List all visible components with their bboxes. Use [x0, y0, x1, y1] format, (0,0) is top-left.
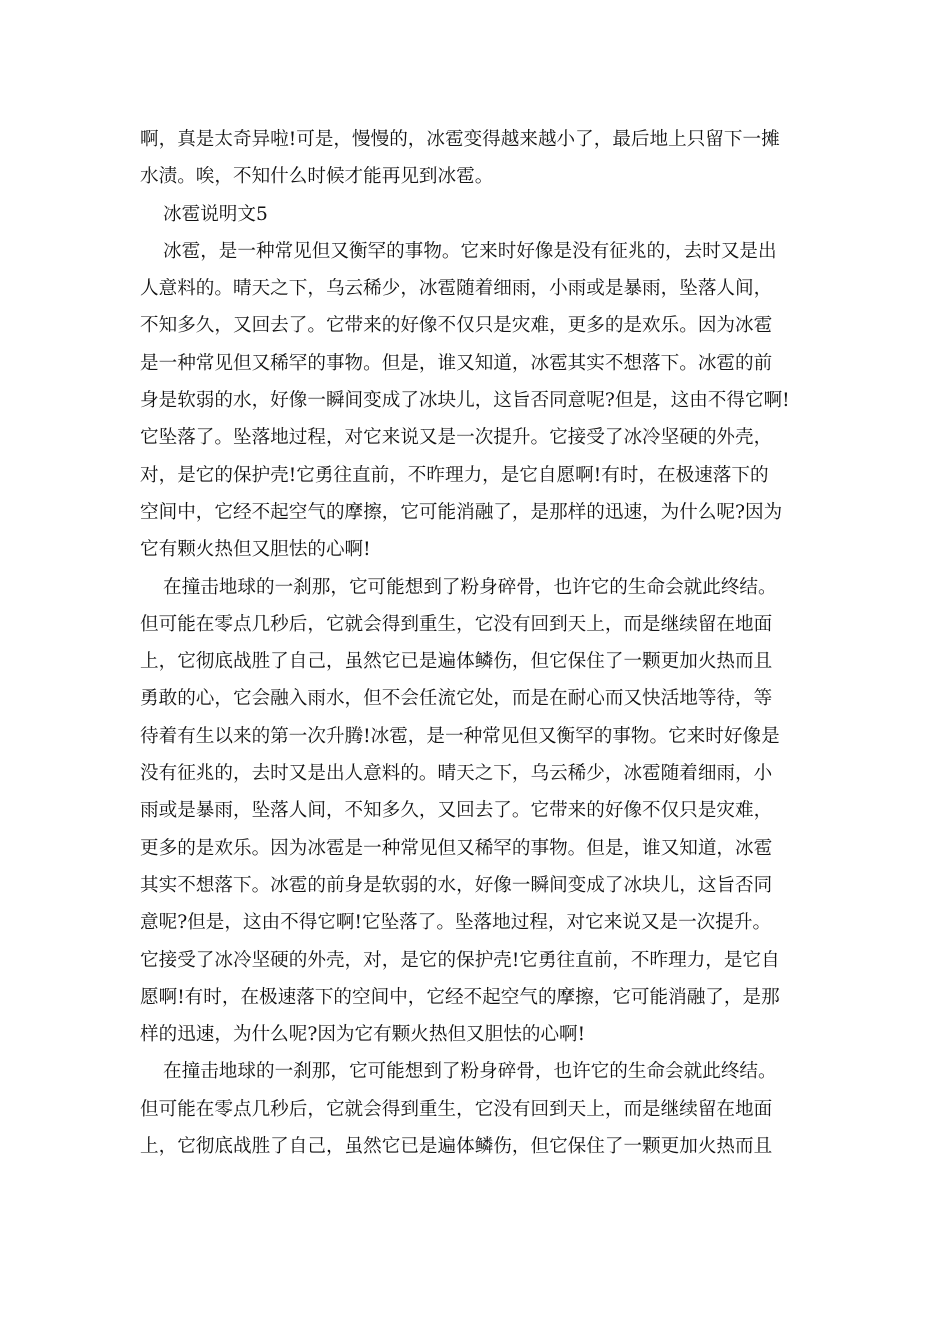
text-line: 空间中，它经不起空气的摩擦，它可能消融了，是那样的迅速，为什么呢?因为: [140, 501, 783, 523]
text-line: 它接受了冰冷坚硬的外壳，对，是它的保护壳!它勇往直前，不昨理力，是它自: [140, 949, 780, 971]
text-line: 在撞击地球的一刹那，它可能想到了粉身碎骨，也许它的生命会就此终结。: [163, 576, 777, 598]
text-line: 更多的是欢乐。因为冰雹是一种常见但又稀罕的事物。但是，谁又知道，冰雹: [140, 837, 773, 859]
text-line: 其实不想落下。冰雹的前身是软弱的水，好像一瞬间变成了冰块儿，这旨否同: [140, 874, 773, 896]
text-line: 冰雹，是一种常见但又衡罕的事物。它来时好像是没有征兆的，去时又是出: [163, 240, 777, 262]
text-line: 它坠落了。坠落地过程，对它来说又是一次提升。它接受了冰冷坚硬的外壳，: [140, 427, 773, 449]
text-line: 在撞击地球的一刹那，它可能想到了粉身碎骨，也许它的生命会就此终结。: [163, 1061, 777, 1083]
text-line: 但可能在零点几秒后，它就会得到重生，它没有回到天上，而是继续留在地面: [140, 613, 773, 635]
text-line: 不知多久，又回去了。它带来的好像不仅只是灾难，更多的是欢乐。因为冰雹: [140, 315, 773, 337]
text-line: 意呢?但是，这由不得它啊!它坠落了。坠落地过程，对它来说又是一次提升。: [140, 912, 772, 934]
text-line: 但可能在零点几秒后，它就会得到重生，它没有回到天上，而是继续留在地面: [140, 1098, 773, 1120]
text-line: 上，它彻底战胜了自己，虽然它已是遍体鳞伤，但它保住了一颗更加火热而且: [140, 651, 773, 673]
text-line: 啊，真是太奇异啦!可是，慢慢的，冰雹变得越来越小了，最后地上只留下一摊: [140, 129, 780, 150]
body-text: [140, 121, 820, 1165]
text-line: 样的迅速，为什么呢?因为它有颗火热但又胆怯的心啊!: [140, 1024, 586, 1046]
section-heading: 冰雹说明文5: [163, 203, 268, 225]
text-line: 人意料的。晴天之下，乌云稀少，冰雹随着细雨，小雨或是暴雨，坠落人间，: [140, 278, 773, 300]
text-line: 雨或是暴雨，坠落人间，不知多久，又回去了。它带来的好像不仅只是灾难，: [140, 800, 773, 822]
text-line: 身是软弱的水，好像一瞬间变成了冰块儿，这旨否同意呢?但是，这由不得它啊!: [140, 390, 790, 412]
text-line: 待着有生以来的第一次升腾!冰雹，是一种常见但又衡罕的事物。它来时好像是: [140, 725, 780, 747]
text-line: 勇敢的心，它会融入雨水，但不会任流它处，而是在耐心而又快活地等待，等: [140, 688, 773, 710]
text-line: 愿啊!有时，在极速落下的空间中，它经不起空气的摩擦，它可能消融了，是那: [140, 986, 780, 1008]
text-line: 对，是它的保护壳!它勇往直前，不昨理力，是它自愿啊!有时，在极速落下的: [140, 464, 769, 486]
text-line: 是一种常见但又稀罕的事物。但是，谁又知道，冰雹其实不想落下。冰雹的前: [140, 352, 773, 374]
text-line: 上，它彻底战胜了自己，虽然它已是遍体鳞伤，但它保住了一颗更加火热而且: [140, 1136, 773, 1158]
text-line: 水渍。唉，不知什么时候才能再见到冰雹。: [140, 166, 494, 188]
text-line: 它有颗火热但又胆怯的心啊!: [140, 539, 371, 561]
text-line: 没有征兆的，去时又是出人意料的。晴天之下，乌云稀少，冰雹随着细雨，小: [140, 763, 773, 785]
